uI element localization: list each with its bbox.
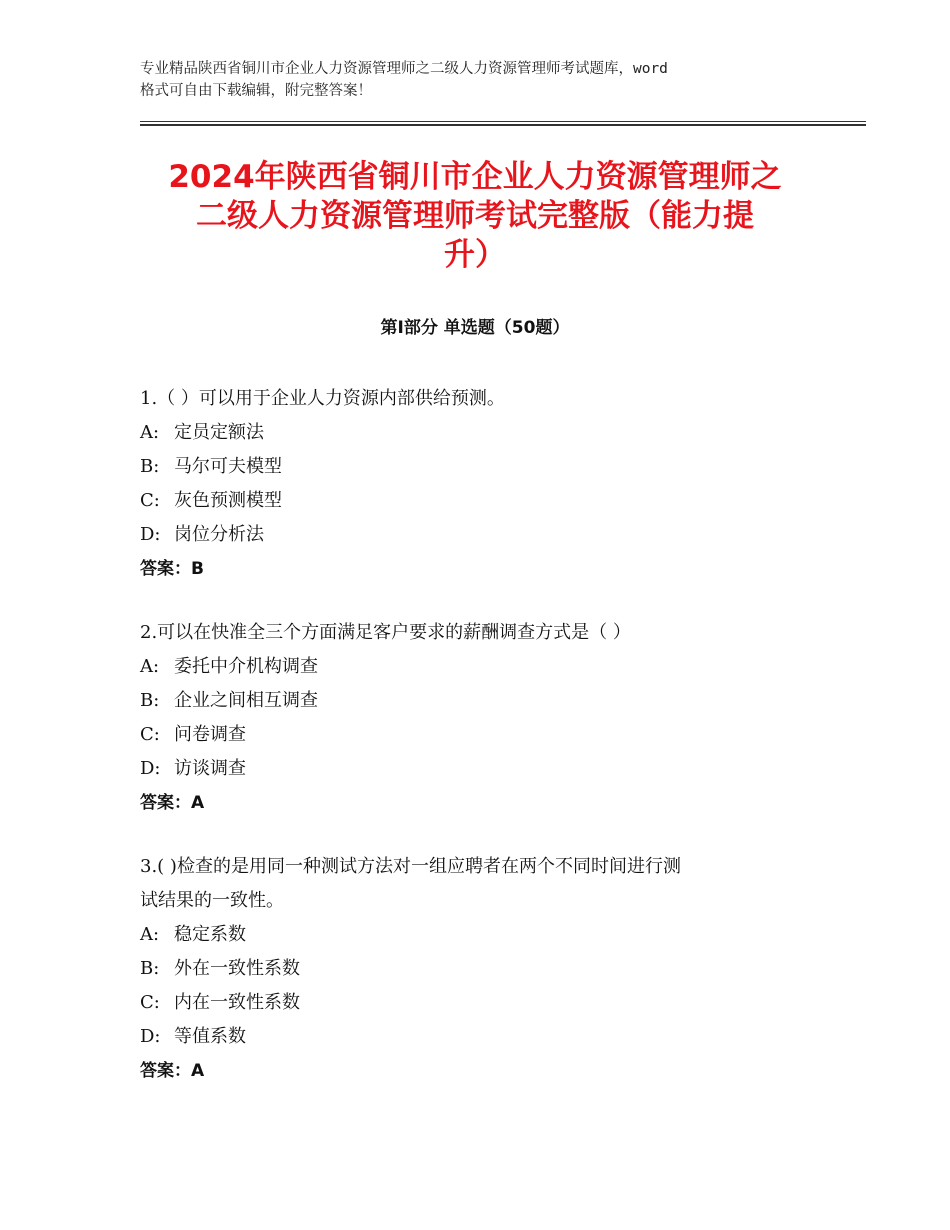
option-letter: B: [140, 690, 160, 711]
option-b [140, 684, 820, 718]
header-note [140, 58, 840, 102]
option-d [140, 1020, 820, 1054]
question-1 [140, 382, 820, 586]
option-text: 稳定系数 [174, 924, 246, 945]
option-d [140, 752, 820, 786]
answer-line: 答案：B [140, 559, 204, 579]
question-stem: 3.( )检查的是用同一种测试方法对一组应聘者在两个不同时间进行测 [140, 856, 681, 877]
option-letter: A: [140, 924, 160, 945]
header-note-line: 专业精品陕西省铜川市企业人力资源管理师之二级人力资源管理师考试题库，word [140, 61, 668, 77]
option-text: 岗位分析法 [174, 524, 264, 545]
header-note-line: 格式可自由下载编辑，附完整答案！ [140, 83, 372, 99]
option-letter: B: [140, 456, 160, 477]
answer-line: 答案：A [140, 793, 205, 813]
option-letter: B: [140, 958, 160, 979]
option-letter: D: [140, 524, 161, 545]
option-d [140, 518, 820, 552]
option-c [140, 484, 820, 518]
question-list [140, 382, 820, 1118]
title-line: 升） [444, 237, 506, 273]
title-line: 二级人力资源管理师考试完整版（能力提 [196, 198, 754, 234]
question-3 [140, 850, 820, 1088]
document-title [120, 158, 830, 275]
question-stem-continued: 试结果的一致性。 [140, 890, 284, 911]
header-divider [140, 121, 866, 126]
option-c [140, 718, 820, 752]
option-text: 外在一致性系数 [174, 958, 300, 979]
option-letter: C: [140, 992, 160, 1013]
question-2 [140, 616, 820, 820]
option-text: 等值系数 [174, 1026, 246, 1047]
option-text: 企业之间相互调查 [174, 690, 318, 711]
option-text: 马尔可夫模型 [174, 456, 282, 477]
section-heading: 第Ⅰ部分 单选题（50题） [380, 318, 570, 338]
option-letter: C: [140, 724, 160, 745]
option-letter: A: [140, 656, 160, 677]
option-text: 问卷调查 [174, 724, 246, 745]
option-text: 委托中介机构调查 [174, 656, 318, 677]
option-text: 内在一致性系数 [174, 992, 300, 1013]
title-line: 2024年陕西省铜川市企业人力资源管理师之 [168, 159, 782, 195]
option-letter: C: [140, 490, 160, 511]
option-letter: D: [140, 758, 161, 779]
question-stem: 1.（ ）可以用于企业人力资源内部供给预测。 [140, 388, 505, 409]
question-stem: 2.可以在快准全三个方面满足客户要求的薪酬调查方式是（ ） [140, 622, 631, 643]
option-letter: A: [140, 422, 160, 443]
option-a [140, 416, 820, 450]
option-b [140, 952, 820, 986]
option-a [140, 918, 820, 952]
option-text: 访谈调查 [174, 758, 246, 779]
answer-line: 答案：A [140, 1061, 205, 1081]
option-text: 定员定额法 [174, 422, 264, 443]
option-text: 灰色预测模型 [174, 490, 282, 511]
option-letter: D: [140, 1026, 161, 1047]
option-a [140, 650, 820, 684]
option-c [140, 986, 820, 1020]
option-b [140, 450, 820, 484]
